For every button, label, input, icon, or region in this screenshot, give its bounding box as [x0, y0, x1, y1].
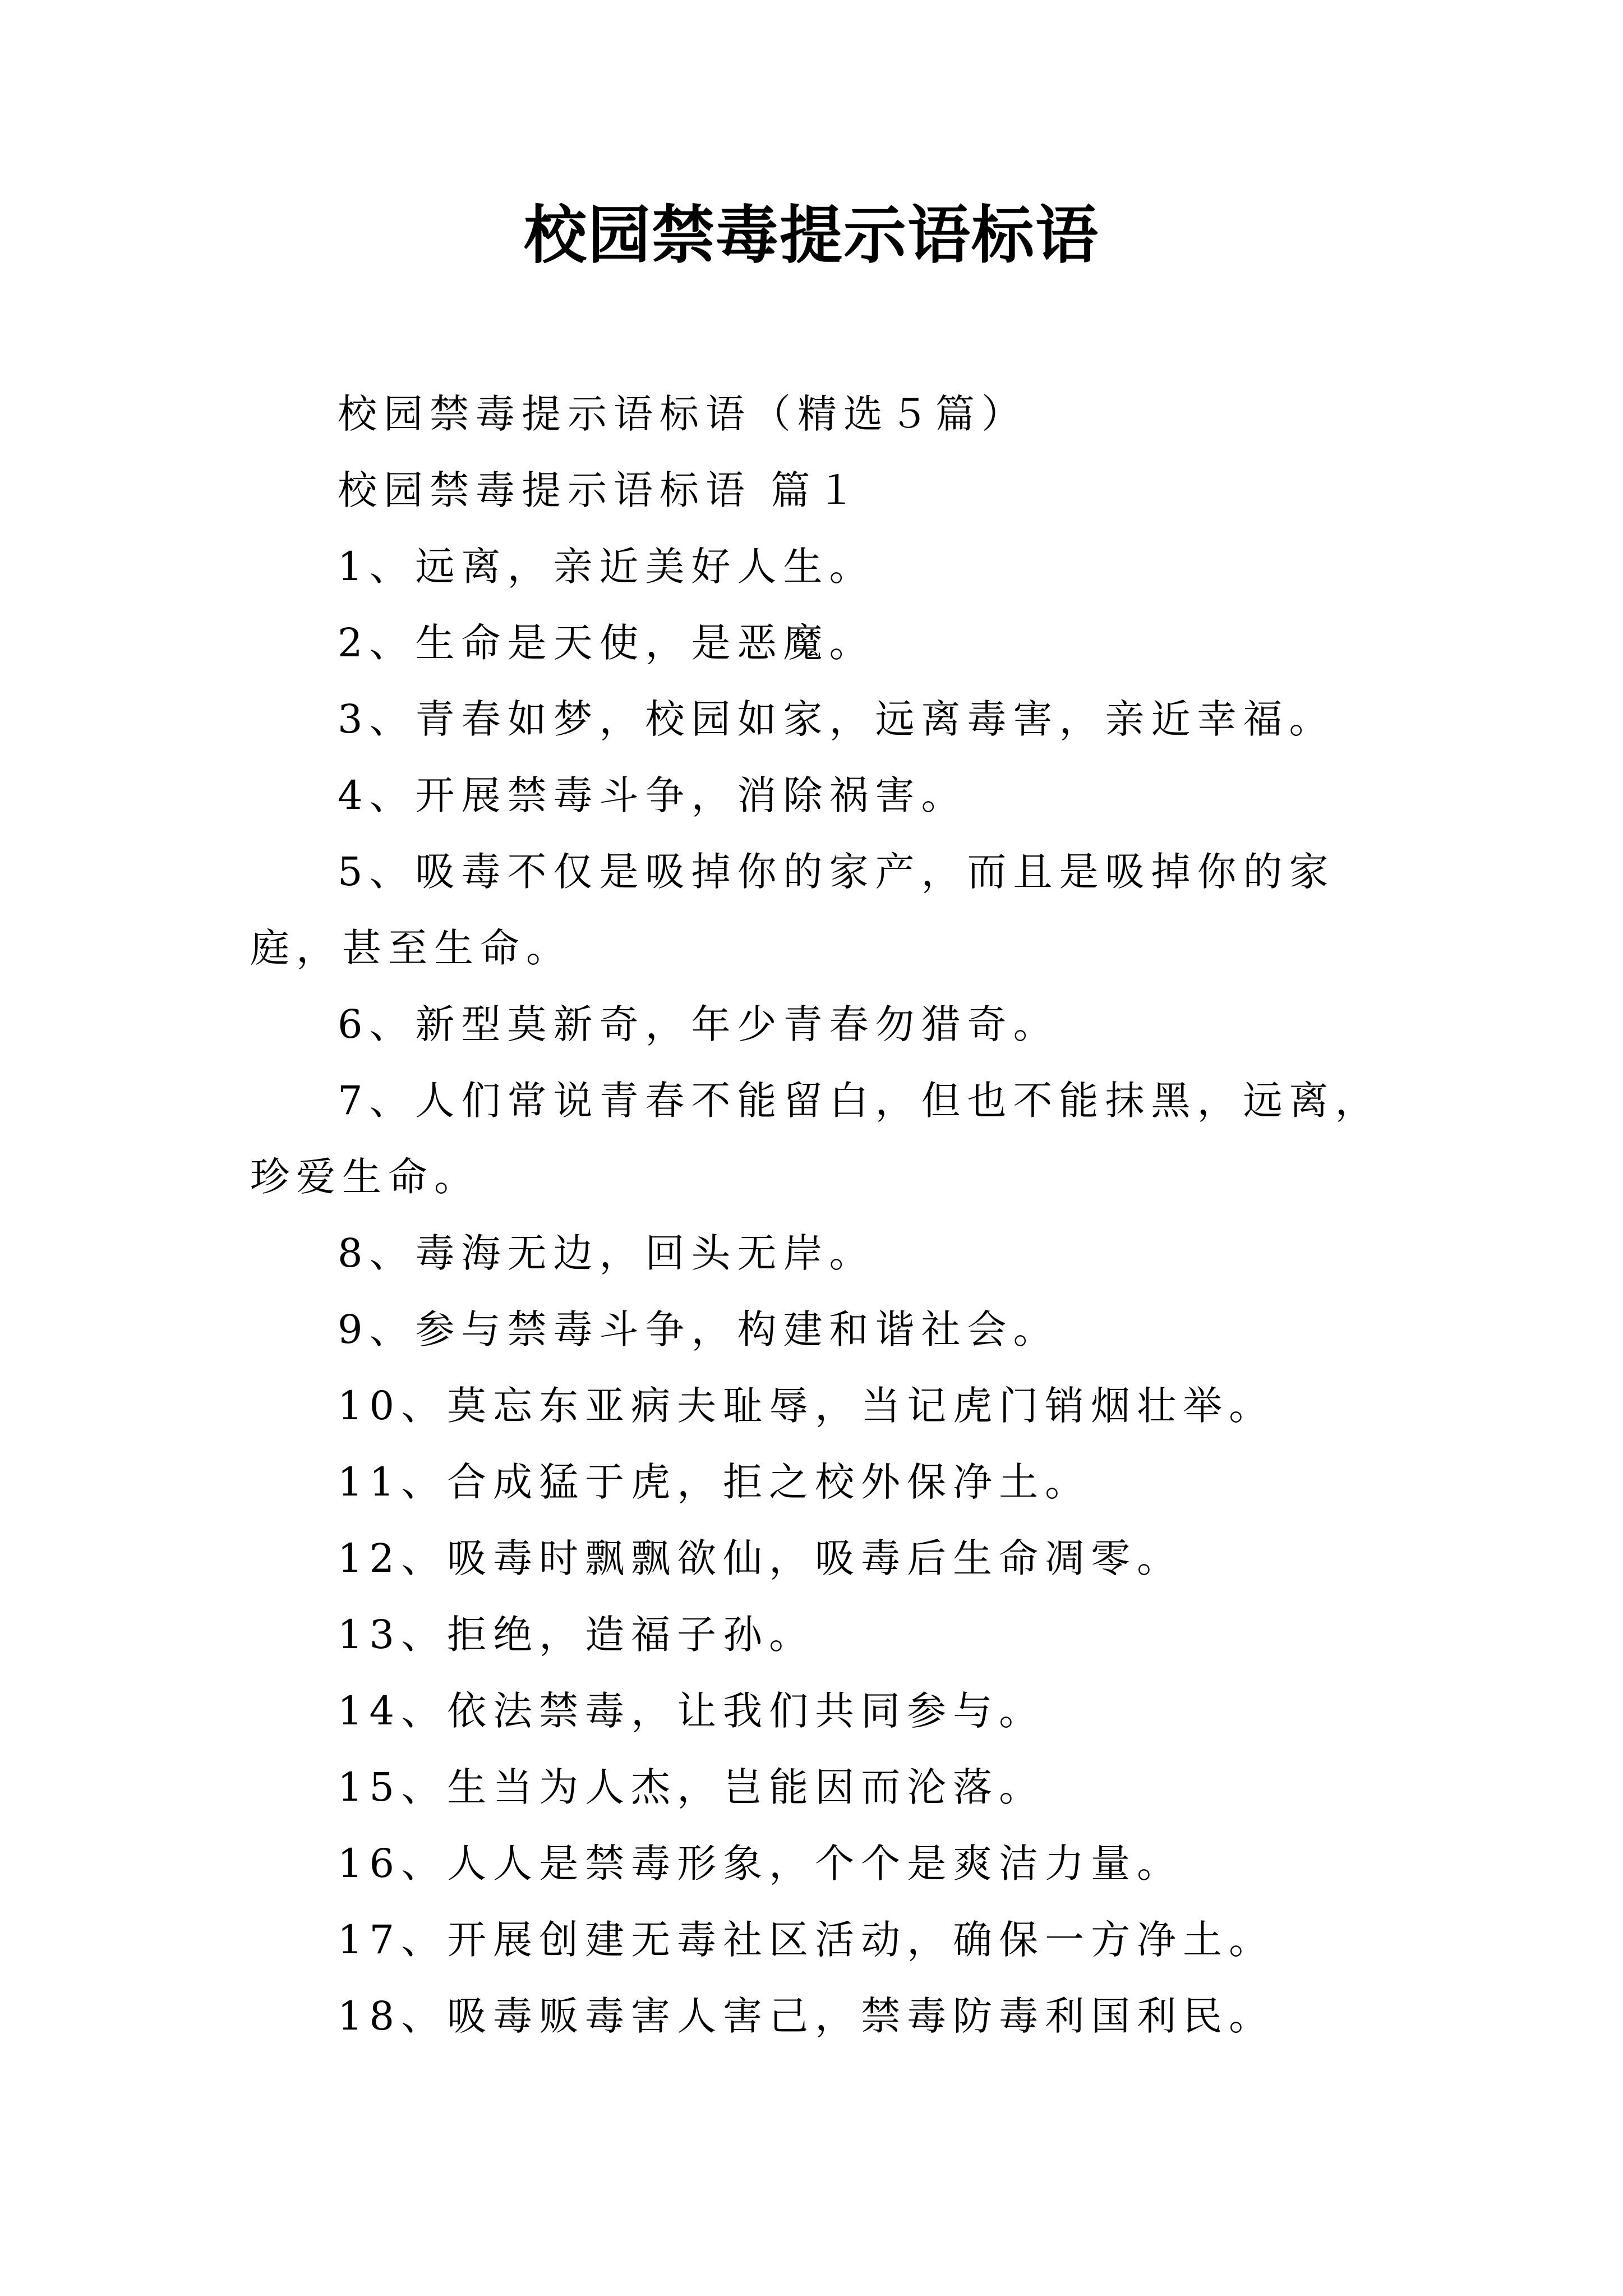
- slogan-item: 9、参与禁毒斗争，构建和谐社会。: [338, 1306, 1059, 1352]
- document-body: [250, 376, 1385, 2054]
- slogan-item: 17、开展创建无毒社区活动，确保一方净土。: [338, 1917, 1275, 1963]
- slogan-item: 7、人们常说青春不能留白，但也不能抹黑，远离，珍爱生命。: [250, 1078, 1381, 1200]
- slogan-item: 8、毒海无边，回头无岸。: [338, 1230, 875, 1276]
- slogan-item: 4、开展禁毒斗争，消除祸害。: [338, 772, 967, 818]
- slogan-item: 16、人人是禁毒形象，个个是爽洁力量。: [338, 1841, 1183, 1887]
- document-title: 校园禁毒提示语标语: [524, 199, 1099, 272]
- slogan-item: 12、吸毒时飘飘欲仙，吸毒后生命凋零。: [338, 1535, 1183, 1581]
- subtitle-paragraph: 校园禁毒提示语标语（精选５篇）: [338, 391, 1027, 437]
- slogan-item: 14、依法禁毒，让我们共同参与。: [338, 1688, 1045, 1734]
- slogan-item: 13、拒绝，造福子孙。: [338, 1612, 815, 1658]
- slogan-item: 10、莫忘东亚病夫耻辱，当记虎门销烟壮举。: [338, 1383, 1275, 1429]
- section-heading: 校园禁毒提示语标语 篇１: [338, 467, 863, 513]
- slogan-item: 18、吸毒贩毒害人害己，禁毒防毒利国利民。: [338, 1993, 1275, 2039]
- slogan-item: 11、合成猛于虎，拒之校外保净土。: [338, 1459, 1091, 1505]
- slogan-item: 6、新型莫新奇，年少青春勿猎奇。: [338, 1001, 1059, 1047]
- slogan-item: 3、青春如梦，校园如家，远离毒害，亲近幸福。: [338, 696, 1335, 742]
- slogan-item: 15、生当为人杰，岂能因而沦落。: [338, 1764, 1045, 1810]
- slogan-item: 2、生命是天使，是恶魔。: [338, 620, 875, 666]
- slogan-item: 5、吸毒不仅是吸掉你的家产，而且是吸掉你的家庭，甚至生命。: [250, 849, 1335, 971]
- slogan-item: 1、远离，亲近美好人生。: [338, 544, 875, 590]
